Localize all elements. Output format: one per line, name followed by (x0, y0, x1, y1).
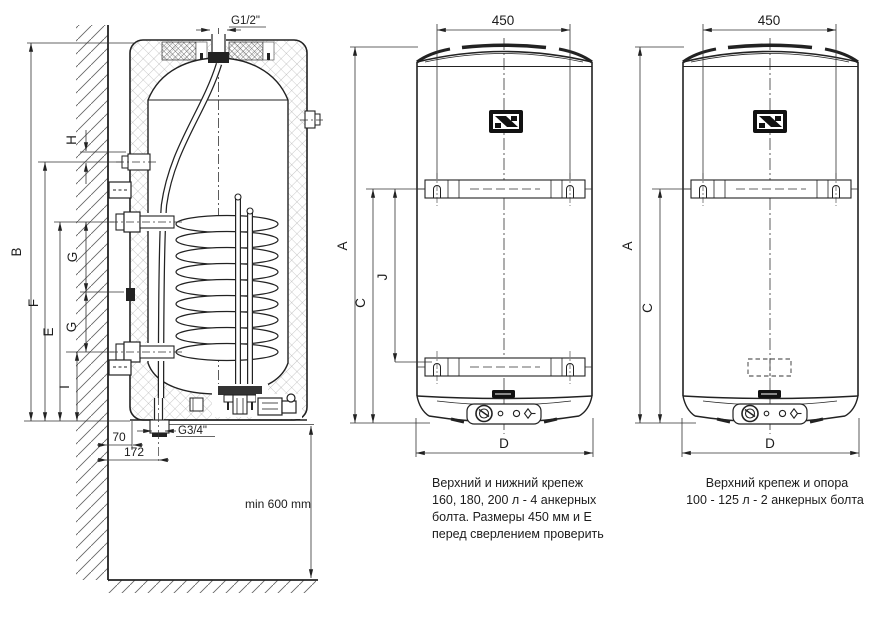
note-line: Верхний крепеж и опора (705, 476, 849, 490)
dim-label-min600: min 600 mm (245, 497, 312, 511)
dim-label-h: H (64, 135, 79, 145)
note-line: болта. Размеры 450 мм и Е (432, 510, 592, 524)
mounting-bracket-lower (417, 351, 592, 384)
support-position-outline (748, 359, 791, 376)
coil-outlet-fitting (110, 342, 182, 362)
note-line: перед сверлением проверить (432, 527, 604, 541)
front-view-one-bracket (620, 13, 864, 507)
indicator-lamp (498, 411, 503, 416)
safety-valve-assembly (256, 394, 302, 419)
mounting-note (432, 476, 604, 541)
dim-label-a: A (335, 241, 350, 251)
dim-label-bottom-thread: G3/4" (178, 425, 208, 437)
note-line: Верхний и нижний крепеж (432, 476, 584, 490)
dim-label-d: D (765, 436, 775, 451)
front-view-two-brackets (335, 13, 604, 541)
indicator-lamp (779, 410, 785, 416)
brand-label (758, 390, 781, 398)
coil-inlet-fitting (110, 212, 182, 232)
sensor-stub (126, 288, 135, 301)
indicator-lamp (764, 411, 769, 416)
control-panel (733, 404, 807, 424)
wall (76, 25, 108, 580)
dim-label-i: I (57, 385, 72, 389)
middle-view-dimensions (350, 24, 593, 457)
logo-badge (489, 110, 523, 133)
mounting-bracket-upper (417, 173, 592, 206)
dim-label-450: 450 (491, 13, 515, 28)
anode-plug (190, 398, 203, 411)
control-panel (467, 404, 541, 424)
right-view-dimensions (635, 24, 859, 457)
dim-label-c: C (353, 298, 368, 308)
dim-label-c: C (640, 303, 655, 313)
brand-label (492, 390, 515, 398)
section-view (9, 15, 323, 593)
dim-label-a: A (620, 241, 635, 251)
dim-label-b: B (9, 247, 24, 257)
dim-label-g-lower: G (64, 321, 79, 333)
dim-label-f: F (26, 298, 41, 308)
mounting-bracket-upper (683, 173, 858, 206)
dim-label-172: 172 (123, 445, 145, 459)
wall-bracket-upper (109, 182, 131, 198)
note-line: 160, 180, 200 л - 4 анкерных (432, 493, 597, 507)
dim-label-d: D (499, 436, 509, 451)
wall-bracket-lower (109, 360, 131, 375)
dim-label-g-upper: G (65, 251, 80, 263)
indicator-lamp (513, 410, 519, 416)
heater-body (683, 45, 858, 422)
note-line: 100 - 125 л - 2 анкерных болта (686, 493, 864, 507)
floor (108, 580, 318, 593)
dim-label-450: 450 (757, 13, 781, 28)
dim-label-top-thread: G1/2" (231, 15, 261, 27)
dim-label-j: J (375, 273, 390, 281)
mounting-note (686, 476, 864, 507)
dim-label-70: 70 (112, 430, 126, 444)
dim-label-e: E (41, 327, 56, 337)
top-connection (208, 34, 229, 63)
logo-badge (753, 110, 787, 133)
heating-coil (176, 216, 278, 361)
